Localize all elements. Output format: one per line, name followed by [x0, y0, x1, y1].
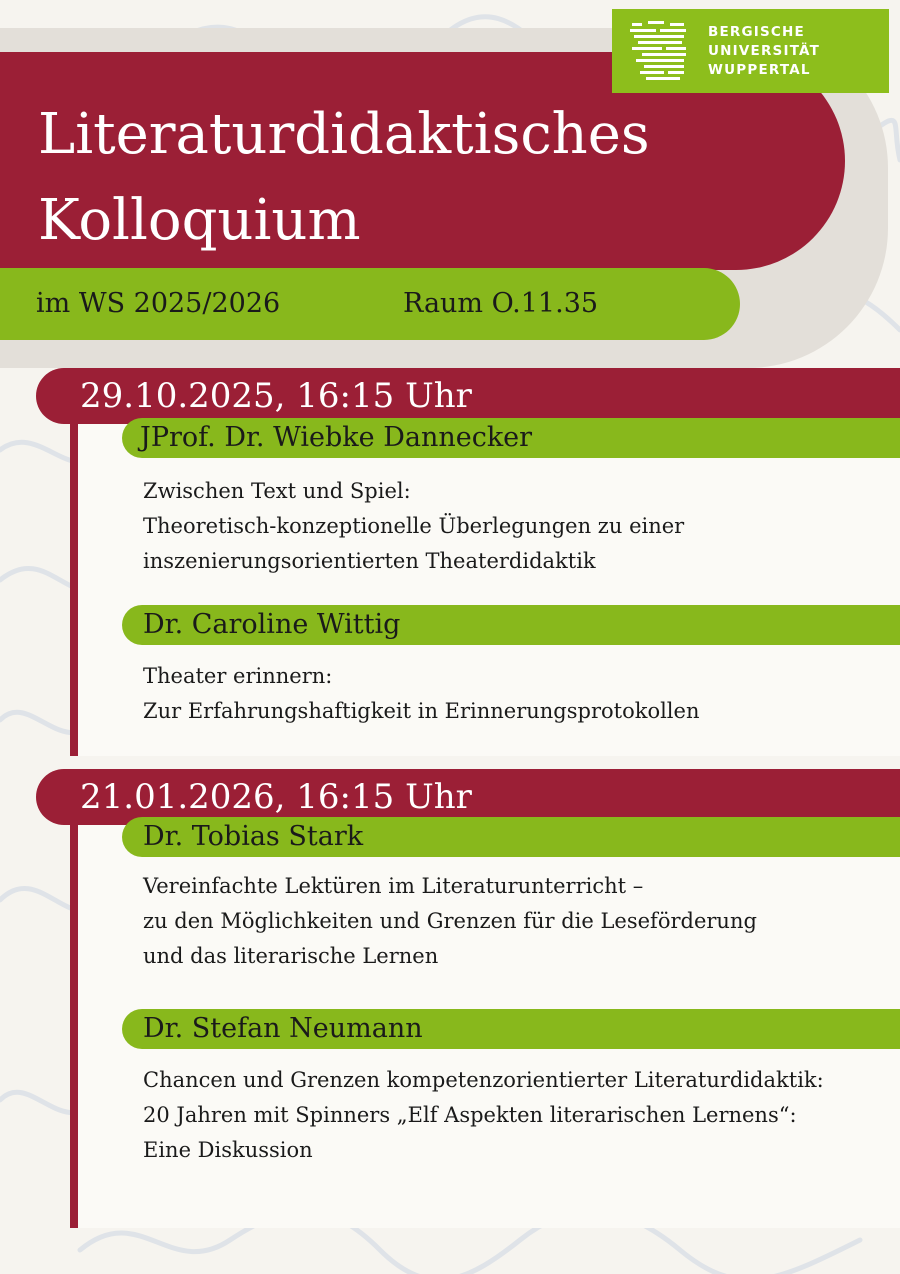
talk-line: Chancen und Grenzen kompetenzorientierter Literaturdidaktik:: [143, 1068, 824, 1092]
talk-line: Theater erinnern:: [143, 664, 333, 688]
talk-line: inszenierungsorientierten Theaterdidaktik: [143, 549, 596, 573]
session-1-talk-2-speaker: Dr. Caroline Wittig: [143, 609, 401, 640]
lion-crest-icon: [626, 17, 692, 85]
logo-line-1: BERGISCHE: [708, 24, 805, 40]
session-1-talk-1-title: [143, 474, 893, 579]
talk-line: und das literarische Lernen: [143, 944, 439, 968]
session-2-talk-1-speaker: Dr. Tobias Stark: [143, 821, 364, 852]
session-2-talk-2-speaker: Dr. Stefan Neumann: [143, 1013, 423, 1044]
room-label: Raum O.11.35: [403, 288, 599, 319]
semester-label: im WS 2025/2026: [36, 288, 281, 319]
title-line-1: Literaturdidaktisches: [38, 102, 650, 167]
session-2-timeline: [70, 798, 78, 1228]
page-title: [38, 92, 798, 264]
talk-line: Theoretisch-konzeptionelle Überlegungen zu einer: [143, 514, 685, 538]
talk-line: Eine Diskussion: [143, 1138, 313, 1162]
logo-line-3: WUPPERTAL: [708, 62, 811, 78]
university-logo: [612, 9, 889, 93]
talk-line: Vereinfachte Lektüren im Literaturunterricht –: [143, 874, 644, 898]
title-line-2: Kolloquium: [38, 188, 361, 253]
talk-line: Zur Erfahrungshaftigkeit in Erinnerungsprotokollen: [143, 699, 700, 723]
session-1-date: 29.10.2025, 16:15 Uhr: [80, 376, 472, 416]
talk-line: Zwischen Text und Spiel:: [143, 479, 411, 503]
logo-line-2: UNIVERSITÄT: [708, 43, 821, 59]
logo-wordmark: [708, 23, 820, 80]
session-1-talk-1-speaker: JProf. Dr. Wiebke Dannecker: [140, 422, 533, 453]
session-1-talk-2-title: [143, 659, 893, 729]
session-2-date: 21.01.2026, 16:15 Uhr: [80, 777, 472, 817]
talk-line: 20 Jahren mit Spinners „Elf Aspekten literarischen Lernens“:: [143, 1103, 797, 1127]
session-2-talk-1-title: [143, 869, 893, 974]
session-1-timeline: [70, 396, 78, 756]
session-2-talk-2-title: [143, 1063, 893, 1168]
talk-line: zu den Möglichkeiten und Grenzen für die Leseförderung: [143, 909, 757, 933]
